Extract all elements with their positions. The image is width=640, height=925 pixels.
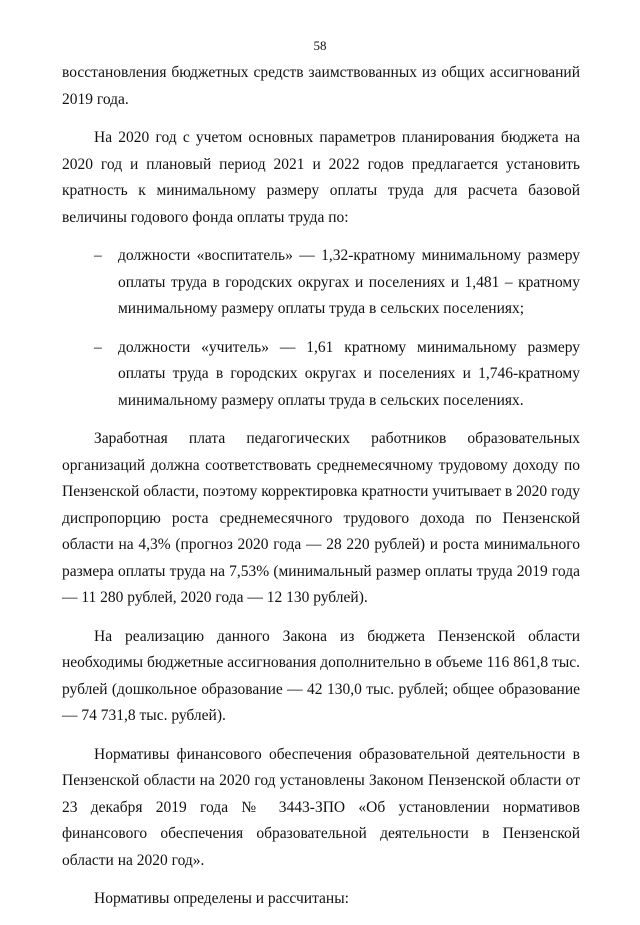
paragraph-salary: Заработная плата педагогических работников образовательных организаций должна соответствовать среднемесячному трудовому доходу по Пензенской области, поэтому корректировка кратности учитывает в 2020 году диспропорцию роста среднемесячного трудового дохода по Пензенской области на 4,3% (прогноз 2020 года — 28 220 рублей) и роста минимального размера оплаты труда на 7,53% (минимальный размер оплаты труда 2019 года — 11 280 рублей, 2020 года — 12 130 рублей). (62, 430, 580, 606)
list-item-text: должности «учитель» — 1,61 кратному минимальному размеру оплаты труда в городских округах и поселениях и 1,746-кратному минимальному размеру оплаты труда в сельских поселениях. (118, 338, 580, 409)
dash-marker: – (94, 247, 102, 264)
paragraph-budget: На реализацию данного Закона из бюджета Пензенской области необходимы бюджетные ассигнования дополнительно в объеме 116 861,8 тыс. рублей (дошкольное образование — 42 130,0 тыс. рублей; общее образование — 74 731,8 тыс. рублей). (62, 627, 580, 724)
paragraph-standards-calculated: Нормативы определены и рассчитаны: (94, 890, 349, 907)
page-number: 58 (313, 38, 327, 53)
dash-marker: – (94, 338, 102, 356)
list-item-educator (62, 243, 580, 323)
document-body (62, 60, 580, 925)
paragraph-standards-law: Нормативы финансового обеспечения образовательной деятельности в Пензенской области на 2020 год установлены Законом Пензенской области от 23 декабря 2019 года № 3443-ЗПО «Об установлении нормативов финансового обеспечения образовательной деятельности в Пензенской области на 2020 год». (62, 745, 580, 869)
position-multiplicity-list (62, 243, 580, 414)
paragraph-multiplicity-intro: На 2020 год с учетом основных параметров планирования бюджета на 2020 год и плановый период 2021 и 2022 годов предлагается установить кратность к минимальному размеру оплаты труда для расчета базовой величины годового фонда оплаты труда по: (62, 129, 580, 226)
list-item-teacher (62, 335, 580, 415)
list-item-text: должности «воспитатель» — 1,32-кратному минимальному размеру оплаты труда в городских округах и поселениях и 1,481 – кратному минимальному размеру оплаты труда в сельских поселениях; (118, 247, 580, 317)
paragraph-continuation: восстановления бюджетных средств заимствованных из общих ассигнований 2019 года. (62, 64, 580, 108)
